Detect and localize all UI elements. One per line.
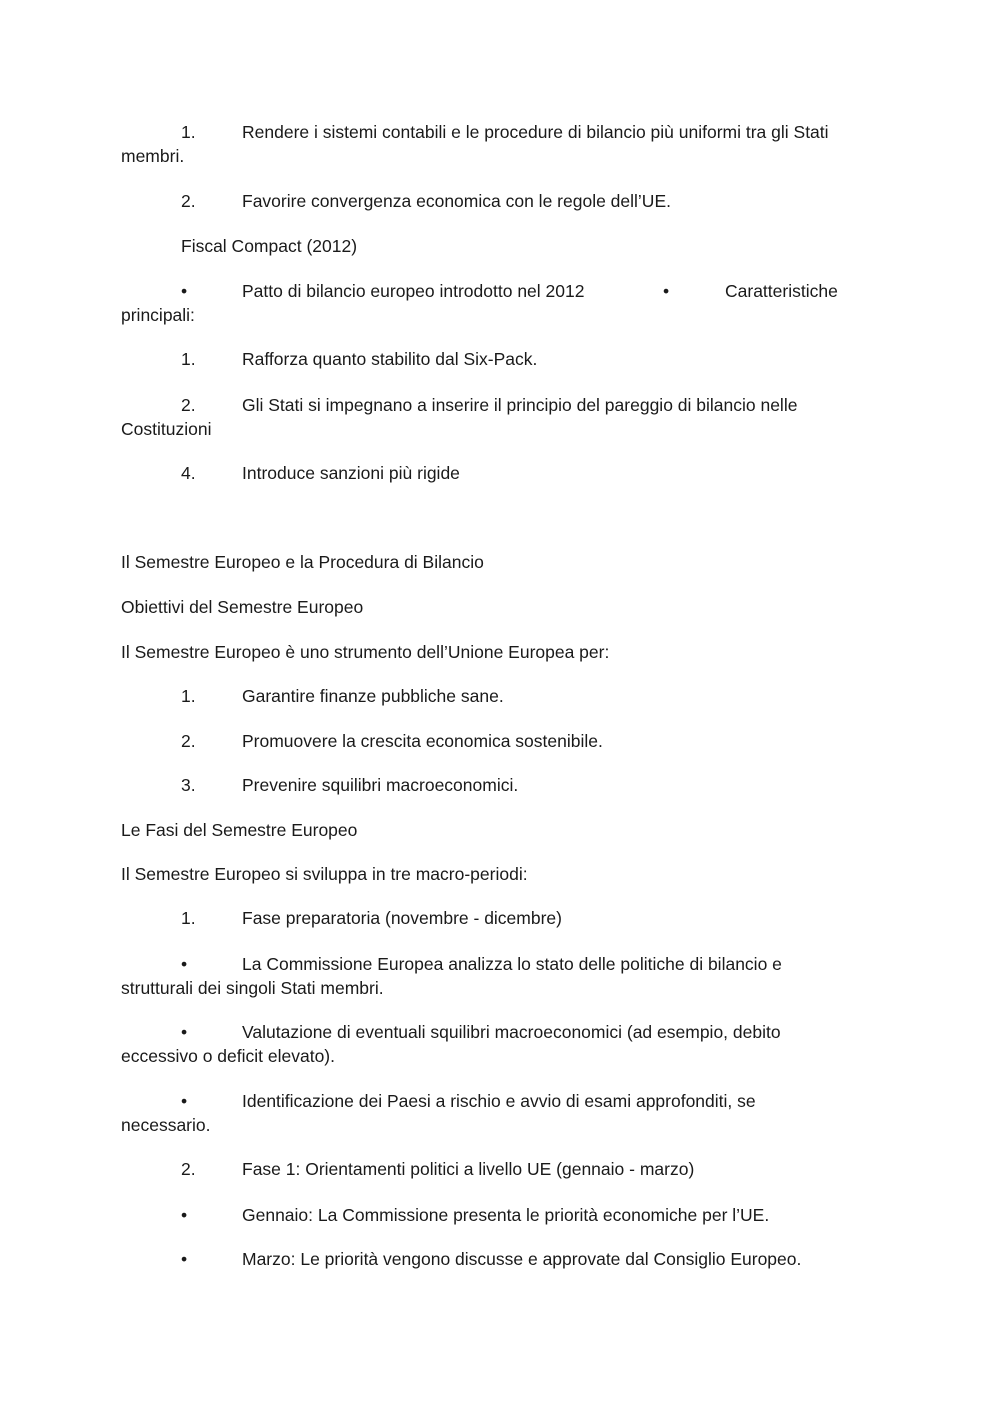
list-number: 2. [181, 191, 196, 211]
item-text: Caratteristiche [725, 281, 838, 301]
item-text: Promuovere la crescita economica sostenibile. [242, 731, 603, 751]
item-text: Marzo: Le priorità vengono discusse e approvate dal Consiglio Europeo. [242, 1249, 802, 1269]
bullet-item [121, 1203, 866, 1227]
item-text: Rafforza quanto stabilito dal Six-Pack. [242, 349, 538, 369]
item-text-continuation: necessario. [121, 1115, 211, 1135]
bullet-marker: • [181, 1091, 188, 1111]
bullet-marker: • [663, 281, 670, 301]
numbered-item [121, 906, 866, 930]
bullet-item [121, 952, 866, 1000]
item-text: Identificazione dei Paesi a rischio e avvio di esami approfonditi, se [242, 1091, 756, 1111]
list-number: 4. [181, 463, 196, 483]
item-text: Prevenire squilibri macroeconomici. [242, 775, 519, 795]
numbered-item [121, 393, 866, 441]
list-number: 1. [181, 908, 196, 928]
item-text-continuation: membri. [121, 146, 185, 166]
item-text: Garantire finanze pubbliche sane. [242, 686, 504, 706]
bullet-item [121, 1089, 866, 1137]
list-number: 1. [181, 122, 196, 142]
item-text: Fase preparatoria (novembre - dicembre) [242, 908, 562, 928]
item-text: Valutazione di eventuali squilibri macroeconomici (ad esempio, debito [242, 1022, 781, 1042]
item-text-continuation: eccessivo o deficit elevato). [121, 1046, 335, 1066]
bullet-marker: • [181, 1022, 188, 1042]
subsection-heading: Obiettivi del Semestre Europeo [121, 597, 364, 617]
bullet-item [121, 279, 866, 327]
bullet-item [121, 1020, 866, 1068]
list-number: 1. [181, 349, 196, 369]
bullet-marker: • [181, 1205, 188, 1225]
numbered-item [121, 773, 866, 797]
section-heading: Fiscal Compact (2012) [181, 236, 358, 256]
item-text: Rendere i sistemi contabili e le procedure di bilancio più uniformi tra gli Stati [242, 122, 829, 142]
paragraph: Il Semestre Europeo è uno strumento dell’Unione Europea per: [121, 642, 610, 662]
item-text-continuation: strutturali dei singoli Stati membri. [121, 978, 384, 998]
item-text: Fase 1: Orientamenti politici a livello UE (gennaio - marzo) [242, 1159, 695, 1179]
numbered-item [121, 684, 866, 708]
bullet-marker: • [181, 281, 188, 301]
section-heading: Il Semestre Europeo e la Procedura di Bilancio [121, 552, 484, 572]
item-text-continuation: Costituzioni [121, 419, 212, 439]
numbered-item [121, 1157, 866, 1181]
item-text: Gennaio: La Commissione presenta le priorità economiche per l’UE. [242, 1205, 770, 1225]
numbered-item [121, 347, 866, 371]
subsection-heading: Le Fasi del Semestre Europeo [121, 820, 358, 840]
list-number: 2. [181, 731, 196, 751]
item-text: Favorire convergenza economica con le regole dell’UE. [242, 191, 671, 211]
item-text: Introduce sanzioni più rigide [242, 463, 460, 483]
numbered-item [121, 729, 866, 753]
numbered-item [121, 461, 866, 485]
item-text: Gli Stati si impegnano a inserire il principio del pareggio di bilancio nelle [242, 395, 798, 415]
bullet-marker: • [181, 1249, 188, 1269]
item-text-continuation: principali: [121, 305, 195, 325]
list-number: 3. [181, 775, 196, 795]
list-number: 2. [181, 395, 196, 415]
numbered-item [121, 120, 866, 168]
paragraph: Il Semestre Europeo si sviluppa in tre macro-periodi: [121, 864, 528, 884]
numbered-item [121, 189, 866, 213]
list-number: 1. [181, 686, 196, 706]
bullet-marker: • [181, 954, 188, 974]
bullet-item [121, 1247, 866, 1271]
item-text: Patto di bilancio europeo introdotto nel 2012 [242, 281, 585, 301]
item-text: La Commissione Europea analizza lo stato delle politiche di bilancio e [242, 954, 782, 974]
list-number: 2. [181, 1159, 196, 1179]
